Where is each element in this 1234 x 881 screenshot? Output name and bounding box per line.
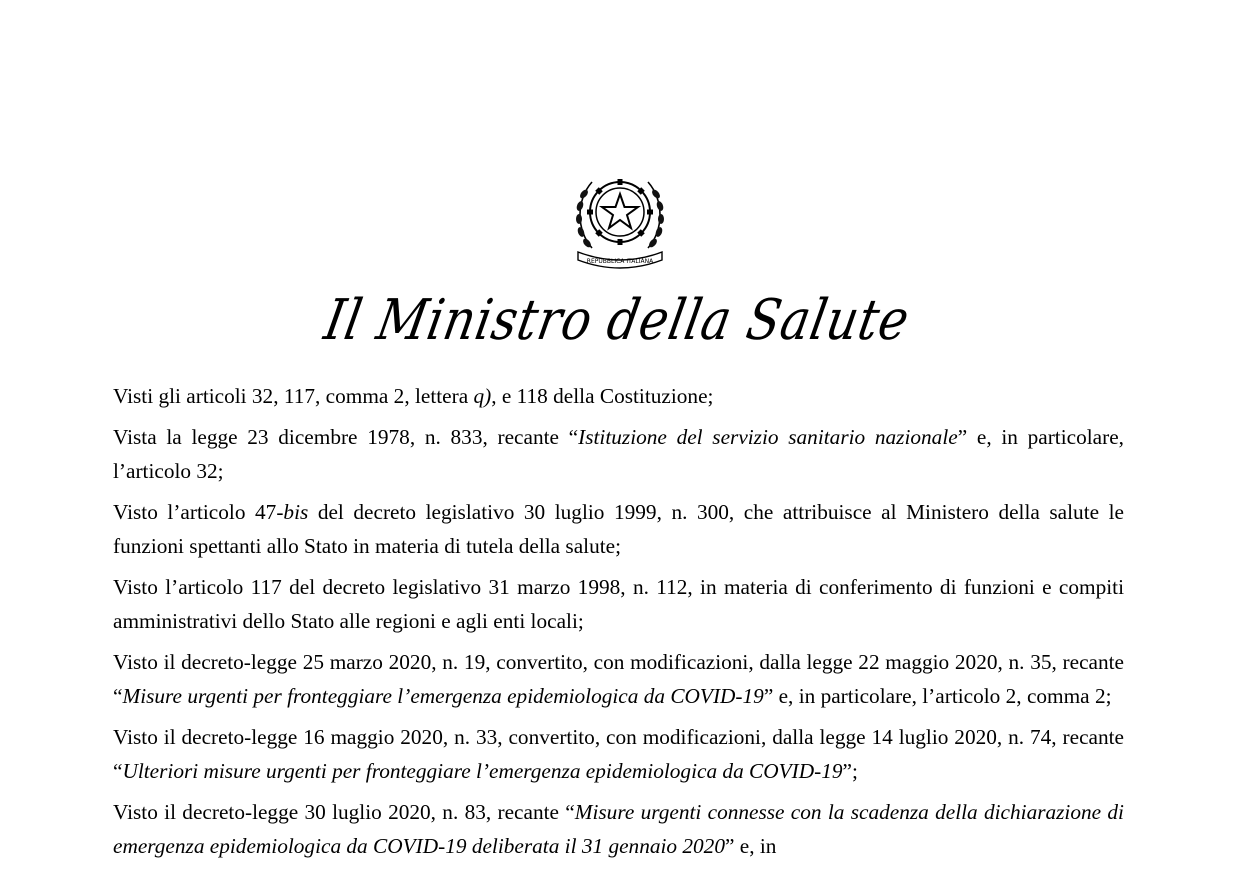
- text-run: del decreto legislativo 30 luglio 1999, n. 300, che attribuisce al Ministero della salute le funzioni spettanti allo Stato in materia di tutela della salute;: [113, 500, 1124, 558]
- italic-text-run: bis: [283, 500, 309, 524]
- text-run: ” e, in particolare, l’articolo 2, comma 2;: [763, 684, 1112, 708]
- recital-paragraph: [113, 645, 1124, 713]
- italic-text-run: Istituzione del servizio sanitario nazionale: [578, 425, 958, 449]
- text-run: ” e, in particolare, l’articolo 32;: [113, 425, 1124, 483]
- text-run: ”;: [842, 759, 858, 783]
- recital-paragraph: [113, 379, 1124, 413]
- italic-text-run: q): [473, 384, 492, 408]
- minister-title: Il Ministro della Salute: [319, 288, 915, 353]
- text-run: Visto il decreto-legge 30 luglio 2020, n. 83, recante “: [113, 800, 575, 824]
- recital-paragraph: [113, 495, 1124, 563]
- recital-paragraph: [113, 795, 1124, 863]
- italic-text-run: Misure urgenti per fronteggiare l’emergenza epidemiologica da COVID-19: [122, 684, 764, 708]
- text-run: Visto l’articolo 117 del decreto legislativo 31 marzo 1998, n. 112, in materia di conferimento di funzioni e compiti amministrativi dello Stato alle regioni e agli enti locali;: [113, 575, 1124, 633]
- text-run: ” e, in: [724, 834, 777, 858]
- emblem-ribbon-text: REPUBBLICA ITALIANA: [586, 258, 654, 265]
- text-run: Visto il decreto-legge 16 maggio 2020, n. 33, convertito, con modificazioni, dalla legge 14 luglio 2020, n. 74, recante “: [113, 725, 1124, 783]
- text-run: , e 118 della Costituzione;: [491, 384, 714, 408]
- document-body: [113, 379, 1124, 870]
- recital-paragraph: [113, 720, 1124, 788]
- star-emblem-icon: [570, 164, 670, 270]
- text-run: Visto il decreto-legge 25 marzo 2020, n. 19, convertito, con modificazioni, dalla legge 22 maggio 2020, n. 35, recante “: [113, 650, 1124, 708]
- recital-paragraph: [113, 570, 1124, 638]
- recital-paragraph: [113, 420, 1124, 488]
- text-run: Visti gli articoli 32, 117, comma 2, lettera: [113, 384, 474, 408]
- italic-text-run: Ulteriori misure urgenti per fronteggiare l’emergenza epidemiologica da COVID-19: [122, 759, 843, 783]
- text-run: Vista la legge 23 dicembre 1978, n. 833, recante “: [113, 425, 579, 449]
- text-run: Visto l’articolo 47-: [113, 500, 284, 524]
- italic-text-run: Misure urgenti connesse con la scadenza della dichiarazione di emergenza epidemiologica da COVID-19 deliberata il 31 gennaio 2020: [113, 800, 1124, 858]
